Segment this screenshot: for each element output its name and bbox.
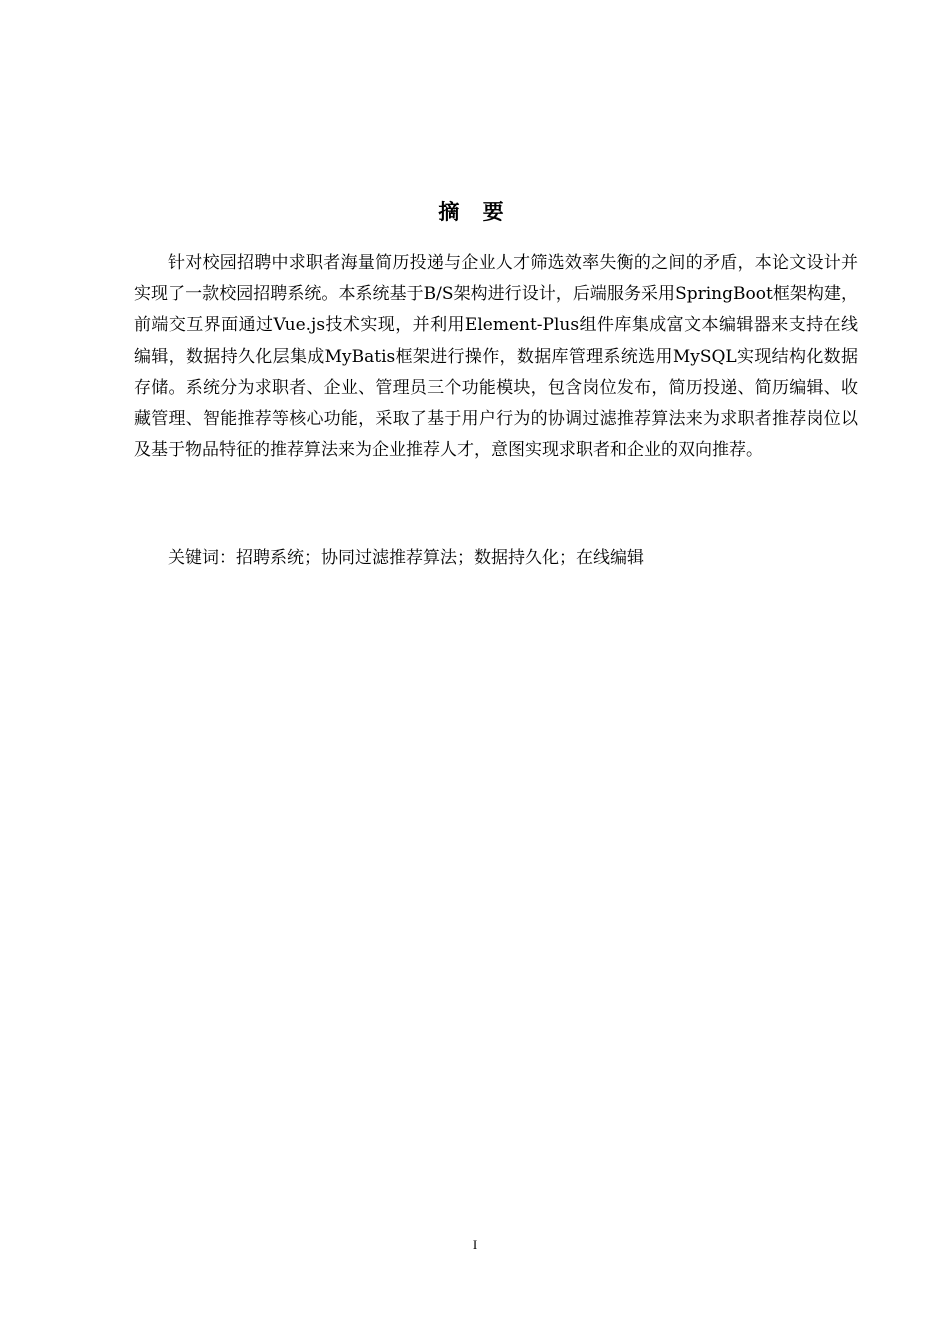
abstract-title: 摘 要 [438,200,512,224]
abstract-paragraph: 针对校园招聘中求职者海量简历投递与企业人才筛选效率失衡的之间的矛盾，本论文设计并实现了一款校园招聘系统。本系统基于B/S架构进行设计，后端服务采用SpringBoot框架构建，前端交互界面通过Vue.js技术实现，并利用Element-Plus组件库集成富文本编辑器来支持在线编辑，数据持久化层集成MyBatis框架进行操作，数据库管理系统选用MySQL实现结构化数据存储。系统分为求职者、企业、管理员三个功能模块，包含岗位发布，简历投递、简历编辑、收藏管理、智能推荐等核心功能，采取了基于用户行为的协调过滤推荐算法来为求职者推荐岗位以及基于物品特征的推荐算法来为企业推荐人才，意图实现求职者和企业的双向推荐。 [134,253,858,461]
page-number: I [472,1237,478,1252]
keywords-line: 关键词：招聘系统；协同过滤推荐算法；数据持久化；在线编辑 [168,548,644,568]
